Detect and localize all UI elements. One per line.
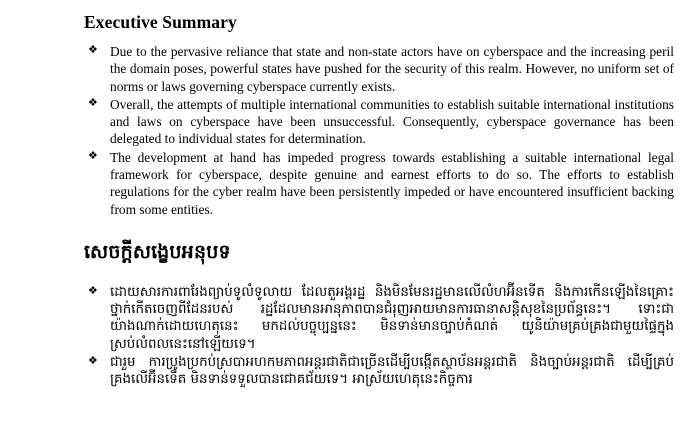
list-item	[84, 96, 674, 148]
list-item-text: The development at hand has impeded progress towards establishing a suitable international legal framework for cyberspace, despite genuine and earnest efforts to do so. The efforts to establish regulations for the cyber realm have been persistently impeded or have encountered insufficient backing from some entities.	[110, 149, 674, 217]
bullet-icon: ❖	[88, 149, 98, 162]
list-item	[84, 149, 674, 218]
list-item	[84, 43, 674, 95]
list-item-text: Due to the pervasive reliance that state and non-state actors have on cyberspace and the increasing peril the domain poses, powerful states have pushed for the security of this realm. However, no uniform set of norms or laws governing cyberspace currently exists.	[110, 44, 674, 94]
bullet-icon: ❖	[88, 354, 98, 367]
list-item	[84, 354, 674, 389]
list-item	[84, 284, 674, 353]
list-item-text: Overall, the attempts of multiple international communities to establish suitable international institutions and laws on cyberspace have been unsuccessful. Consequently, cyberspace governance has been delegated to individual states for determination.	[110, 96, 674, 147]
list-item-text: ដោយសារការពារែងព្យាប់ទូលំទូលាយ ដែលតួអង្គរដ្ឋ និងមិនមែនរដ្ឋមានលើលំហអ៊ីនទើត និងការកើនឡើងនៃគ្រោះថ្នាក់កើតចេញពីដែនរបស់ រដ្ឋដែលមានអានុភាពបានជំរុញអាយមានការធានាសន្តិសុខនៃប្រព័ន្ធនេះ។ ទោះជាយ៉ាងណាក់ដោយហេតុនេះ មកដល់បច្ចុប្បន្ននេះ មិនទាន់មានច្បាប់កំណត់ យូនិយ៉ាមគ្រប់គ្រងជាមួយផ្ទៃក្នុងស្រប់លំពលនេះនៅឡើយទេ។	[110, 284, 674, 352]
bullet-icon: ❖	[88, 284, 98, 297]
bullet-icon: ❖	[88, 96, 98, 109]
khmer-section-title: សេចក្ដីសង្ខេបអនុបទ	[84, 240, 231, 263]
list-item-text: ជារួម ការប្រូងប្រកប់ស្របាអហកមភាពអន្តរជាតិជាច្រើនដើម្បីបង្កើតស្ថាប័នអន្តរជាតិ និងច្បាប់អន្តរជាតិ ដើម្បីគ្រប់គ្រងលើអ៊ីនទើត មិនទាន់ទទួលបានជោគជ័យទេ។ អាស្រ័យហេតុនេះកិច្ចការ	[110, 354, 674, 388]
bullet-icon: ❖	[88, 44, 98, 56]
khmer-summary-list	[84, 284, 674, 389]
executive-summary-list	[84, 43, 674, 218]
page-title: Executive Summary	[84, 12, 237, 32]
